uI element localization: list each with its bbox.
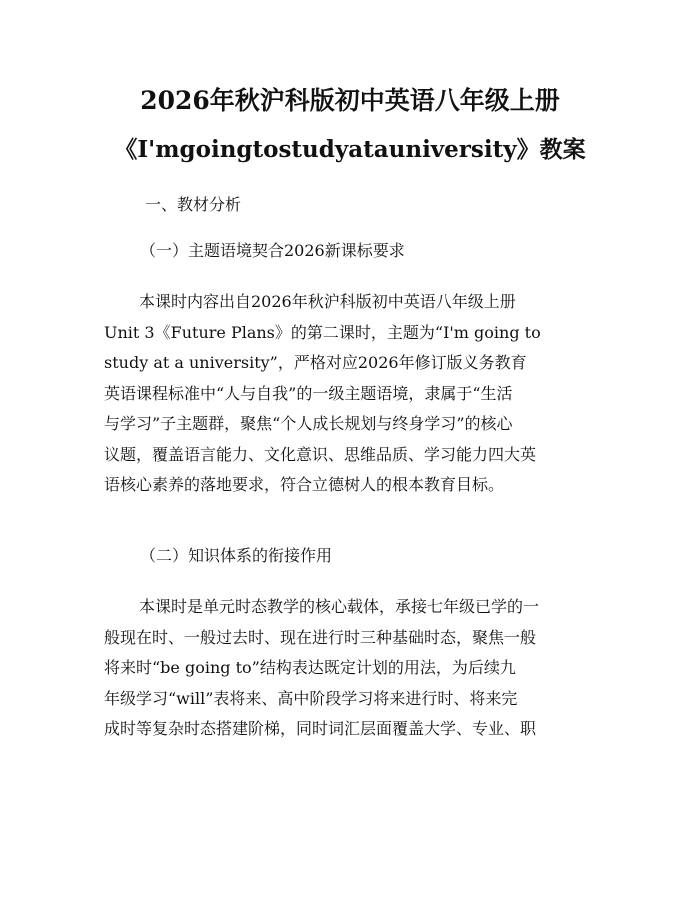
paragraph-line: 般现在时、一般过去时、现在进行时三种基础时态，聚焦一般	[104, 627, 537, 647]
paragraph-line: study at a university”，严格对应2026年修订版义务教育	[104, 353, 527, 372]
paragraph-line: 语核心素养的落地要求，符合立德树人的根本教育目标。	[104, 475, 505, 494]
paragraph-line: Unit 3《Future Plans》的第二课时，主题为“I'm going to	[104, 322, 541, 342]
section-heading-textbook-analysis: 一、教材分析	[145, 195, 242, 214]
paragraph-theme-context	[104, 287, 604, 501]
paragraph-line: 议题，覆盖语言能力、文化意识、思维品质、学习能力四大英	[104, 444, 537, 464]
subsection-heading-knowledge-system: （二）知识体系的衔接作用	[140, 546, 333, 565]
subsection-heading-theme-context: （一）主题语境契合2026新课标要求	[140, 241, 405, 260]
document-title-line1: 2026年秋沪科版初中英语八年级上册	[140, 86, 560, 115]
paragraph-knowledge-system	[104, 592, 604, 745]
paragraph-line: 本课时是单元时态教学的核心载体，承接七年级已学的一	[139, 597, 540, 616]
paragraph-line: 与学习”子主题群，聚焦“个人成长规划与终身学习”的核心	[104, 414, 513, 433]
paragraph-line: 成时等复杂时态搭建阶梯，同时词汇层面覆盖大学、专业、职	[104, 719, 537, 738]
paragraph-line: 将来时“be going to”结构表达既定计划的用法，为后续九	[104, 658, 516, 677]
paragraph-line: 年级学习“will”表将来、高中阶段学习将来进行时、将来完	[104, 688, 518, 708]
paragraph-line: 本课时内容出自2026年秋沪科版初中英语八年级上册	[139, 292, 516, 311]
paragraph-line: 英语课程标准中“人与自我”的一级主题语境，隶属于“生活	[104, 383, 513, 403]
document-title-line2: 《I'mgoingtostudyatauniversity》教案	[114, 136, 586, 163]
